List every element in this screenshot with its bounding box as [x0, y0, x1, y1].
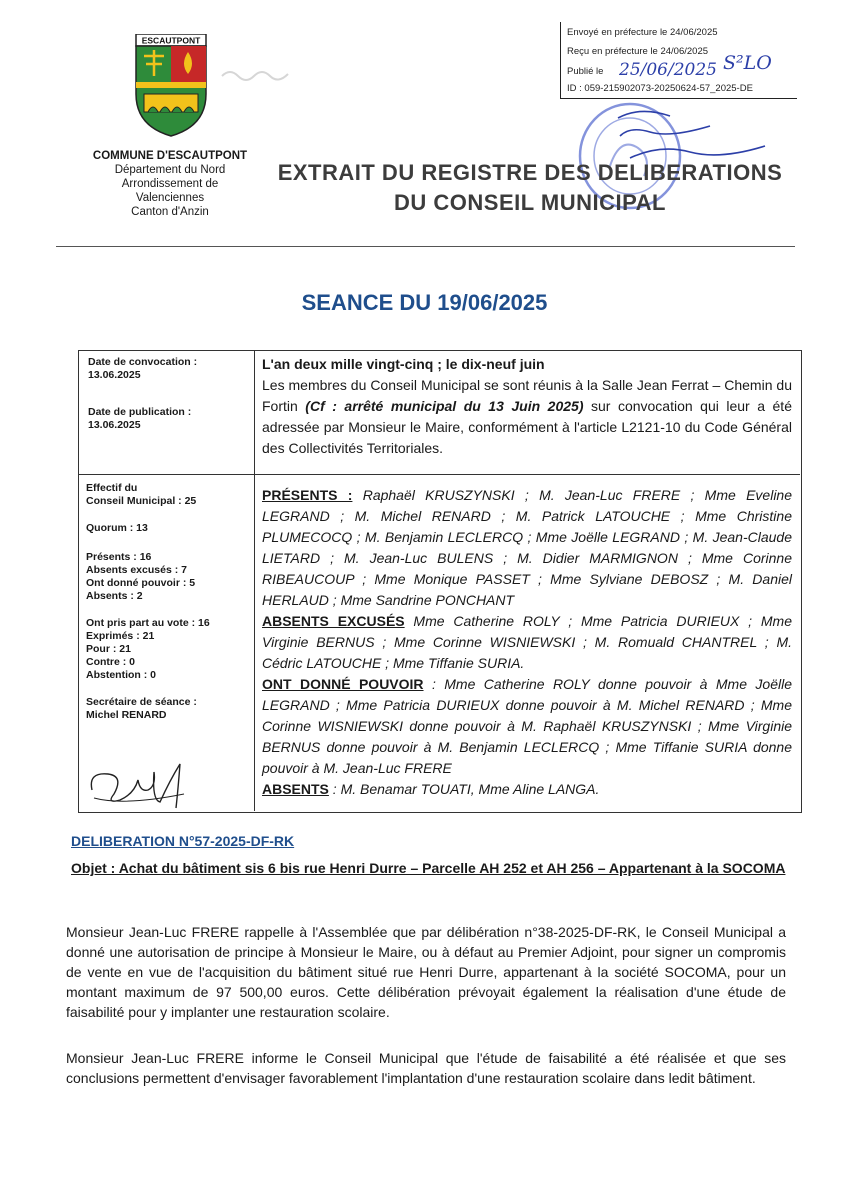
pour-count: Pour : 21: [86, 643, 131, 655]
secretaire-name: Michel RENARD: [86, 709, 167, 721]
table-divider-horizontal: [78, 474, 800, 475]
title-line-1: EXTRAIT DU REGISTRE DES DELIBERATIONS: [277, 160, 783, 185]
presents-paragraph: [262, 485, 792, 611]
commune-name: COMMUNE D'ESCAUTPONT: [92, 150, 248, 162]
pref-published: Publié le: [567, 66, 604, 77]
exprimes-count: Exprimés : 21: [86, 630, 155, 642]
deliberation-paragraph-1: Monsieur Jean-Luc FRERE rappelle à l'Assemblée que par délibération n°38-2025-DF-RK, le Conseil Municipal a donné une autorisation de principe à Monsieur le Maire, ou à défaut au Premier Adjoint, pour signer un compromis de vente en vue de l'acquisition du bâtiment situé rue Henri Durre, appartenant à la société SOCOMA, pour un montant maximum de 97 500,00 euros. Cette délibération prévoyait également la réalisation d'une étude de faisabilité pour y implanter une restauration scolaire.: [66, 924, 786, 1020]
pouvoir-label: ONT DONNÉ POUVOIR: [262, 676, 424, 692]
deliberation-paragraph-2: Monsieur Jean-Luc FRERE informe le Conseil Municipal que l'étude de faisabilité a été réalisée et que ses conclusions permettent d'envisager favorablement l'implantation d'une restauration scolaire dans ledit bâtiment.: [66, 1050, 786, 1086]
secretaire-label: Secrétaire de séance :: [86, 696, 197, 708]
canton: Canton d'Anzin: [131, 206, 209, 218]
title-line-2: DU CONSEIL MUNICIPAL: [394, 190, 666, 215]
absents-label: ABSENTS: [262, 781, 329, 797]
crest-label: ESCAUTPONT: [141, 35, 201, 46]
pouvoir-count: Ont donné pouvoir : 5: [86, 577, 196, 589]
pref-sent: Envoyé en préfecture le 24/06/2025: [567, 27, 718, 38]
effectif-label: Effectif du: [86, 482, 138, 494]
document-title: [230, 158, 830, 218]
excuses-paragraph: [262, 611, 792, 674]
table-divider-vertical: [254, 350, 255, 811]
publication-label: Date de publication :: [88, 406, 192, 418]
handwritten-publication-date: 25/06/2025: [619, 60, 717, 80]
seance-date: SEANCE DU 19/06/2025: [301, 290, 548, 315]
attendance-cell: [262, 485, 792, 800]
escautpont-coat-of-arms: [130, 34, 212, 138]
presents-list: Raphaël KRUSZYNSKI ; M. Jean-Luc FRERE ; Mme Eveline LEGRAND ; M. Michel RENARD ; M. Patrick LATOUCHE ; Mme Christine PLUMECOCQ ; M. Benjamin LECLERCQ ; Mme Joëlle LEGRAND ; M. Jean-Claude LIETARD ; M. Jean-Luc BULENS ; M. Didier MARMIGNON ; Mme Corinne RIBEAUCOUP ; Mme Monique PASSET ; Mme Sylviane DEBOSZ ; M. Daniel HERLAUD ; Mme Sandrine PONCHANT: [262, 487, 792, 608]
handwritten-initials: S²LO: [723, 52, 772, 74]
convocation-cell: [88, 356, 248, 432]
presents-label: PRÉSENTS :: [262, 487, 353, 503]
header-rule: [56, 246, 795, 247]
intro-cell: [262, 354, 792, 459]
absents-count: Absents : 2: [86, 590, 143, 602]
abstention-count: Abstention : 0: [86, 669, 156, 681]
department: Département du Nord: [114, 164, 226, 176]
prefecture-box: [560, 22, 797, 99]
counts-cell: [86, 482, 251, 722]
convocation-date: 13.06.2025: [88, 369, 141, 381]
arrondissement-name: Valenciennes: [135, 192, 205, 204]
intro-text-a: Les membres du Conseil Municipal se sont réunis à la Salle Jean Ferrat – Chemin du Fortin: [262, 377, 792, 414]
intro-text: [262, 375, 792, 459]
presents-count: Présents : 16: [86, 551, 152, 563]
convocation-label: Date de convocation :: [88, 356, 198, 368]
vote-count: Ont pris part au vote : 16: [86, 617, 210, 629]
pref-id: ID : 059-215902073-20250624-57_2025-DE: [567, 83, 753, 94]
absents-list: : M. Benamar TOUATI, Mme Aline LANGA.: [328, 781, 600, 797]
faint-scribble: [220, 66, 290, 86]
pouvoir-paragraph: [262, 674, 792, 779]
absents-paragraph: [262, 779, 792, 800]
publication-date: 13.06.2025: [88, 419, 141, 431]
deliberation-number: DELIBERATION N°57-2025-DF-RK: [71, 833, 295, 849]
quorum: Quorum : 13: [86, 522, 148, 534]
intro-arrete: (Cf : arrêté municipal du 13 Juin 2025): [305, 398, 584, 414]
effectif-value: Conseil Municipal : 25: [86, 495, 197, 507]
intro-text-b: sur convocation qui leur a été adressée par Monsieur le Maire, conformément à l'article L2121-10 du Code Général des Collectivités Territoriales.: [262, 398, 792, 456]
excuses-label: ABSENTS EXCUSÉS: [262, 613, 405, 629]
intro-date-line: L'an deux mille vingt-cinq ; le dix-neuf juin: [262, 356, 545, 372]
deliberation-objet: Objet : Achat du bâtiment sis 6 bis rue Henri Durre – Parcelle AH 252 et AH 256 – Appartenant à la SOCOMA: [71, 860, 786, 876]
contre-count: Contre : 0: [86, 656, 136, 668]
pref-received: Reçu en préfecture le 24/06/2025: [567, 46, 709, 57]
arrondissement: Arrondissement de: [121, 178, 219, 190]
absents-excuses-count: Absents excusés : 7: [86, 564, 187, 576]
pouvoir-list: : Mme Catherine ROLY donne pouvoir à Mme Joëlle LEGRAND ; Mme Patricia DURIEUX donne pouvoir à M. Michel RENARD ; Mme Corinne WISNIEWSKI donne pouvoir à M. Raphaël KRUSZYNSKI ; Mme Virginie BERNUS donne pouvoir à M. Benjamin LECLERCQ ; Mme Tiffanie SURIA donne pouvoir à M. Jean-Luc FRERE: [262, 676, 792, 776]
secretary-signature: [84, 760, 204, 810]
excuses-list: Mme Catherine ROLY ; Mme Patricia DURIEUX ; Mme Virginie BERNUS ; Mme Corinne WISNIEWSKI ; M. Romuald CHANTREL ; M. Cédric LATOUCHE ; Mme Tiffanie SURIA.: [262, 613, 792, 671]
